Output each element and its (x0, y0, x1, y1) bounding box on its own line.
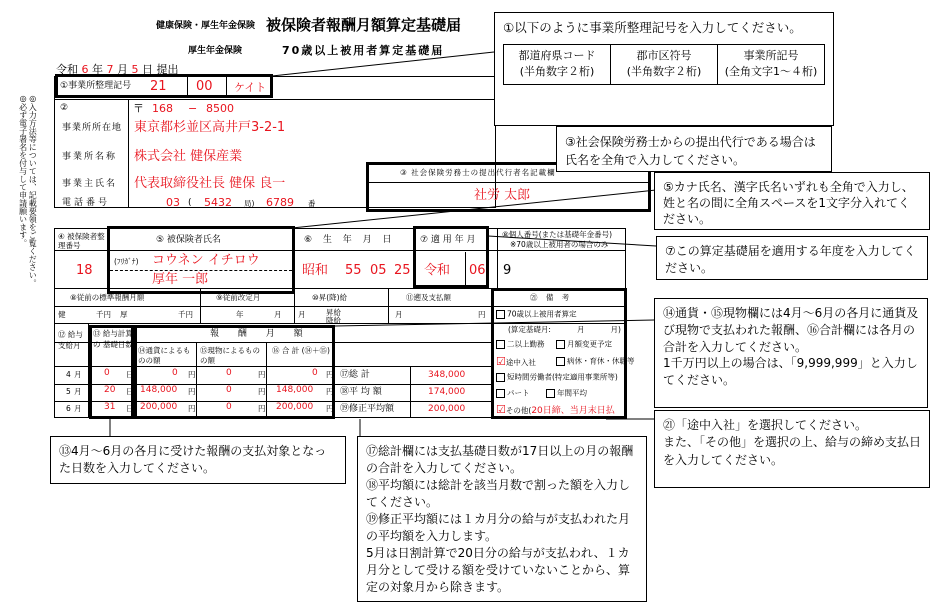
ken-label: 健 (58, 310, 66, 319)
cash-unit: 円 (188, 370, 196, 379)
office-code-format-table (503, 44, 825, 85)
cash-value[interactable]: 200,000 (140, 402, 178, 412)
connector-line (488, 236, 656, 246)
date-year-unit: 年 (92, 63, 103, 76)
days-value[interactable]: 20 (104, 385, 116, 395)
date-month-unit: 月 (117, 63, 128, 76)
remark-multi-label: 二以上勤務 (507, 339, 545, 349)
note-pay (654, 298, 928, 408)
postal-mark: 〒 (133, 102, 144, 115)
col-retro: ⑪遡及支払額 (406, 293, 451, 302)
note-sharoshi (556, 126, 832, 172)
days-value[interactable]: 31 (104, 402, 116, 412)
furigana-label: (ﾌﾘｶﾞﾅ) (114, 257, 139, 266)
total-unit: 円 (326, 370, 334, 379)
checked-icon: ☑ (496, 355, 506, 368)
sharoshi-label: ③ 社会保険労務士の提出代行者名記載欄 (400, 168, 556, 177)
total-value[interactable]: 148,000 (276, 385, 314, 395)
days-unit: 日 (126, 404, 134, 413)
mavg-label: ⑲修正平均額 (340, 404, 395, 414)
format-cell-title: 郡市区符号 (636, 48, 692, 62)
remark-other-label: その他( (505, 406, 532, 415)
days-value[interactable]: 0 (104, 368, 110, 378)
month-label: 4 (66, 370, 71, 379)
format-cell (610, 45, 717, 84)
format-cell (504, 45, 610, 84)
gatsu-label-3: 月 (395, 310, 403, 319)
postal-1[interactable]: 168 (152, 102, 173, 115)
month-unit: 月 (74, 387, 82, 396)
avg-label: ⑱平 均 額 (340, 387, 382, 397)
note-sharoshi-text: ③社会保険労務士からの提出代行である場合は氏名を全角で入力してください。 (565, 135, 816, 167)
note-sum-text: ⑰総計欄には支払基礎日数が17日以上の月の報酬の合計を入力してください。 (366, 444, 634, 476)
remark-other-value[interactable]: 20日締、当月末日払 (531, 406, 615, 416)
apply-month[interactable]: 9 (503, 263, 512, 278)
remark-annual-label: 年間平均 (557, 388, 587, 398)
date-era: 令和 (56, 63, 78, 76)
owner-value[interactable]: 代表取締役社長 健保 良一 (134, 176, 286, 191)
connector-line (292, 190, 656, 228)
address-value[interactable]: 東京都杉並区高井戸3-2-1 (134, 120, 286, 135)
phone-3[interactable]: 6789 (266, 196, 294, 209)
furigana-value[interactable]: コウネン イチロウ (152, 253, 260, 268)
phone-2[interactable]: 5432 (204, 196, 232, 209)
days-unit: 日 (126, 387, 134, 396)
sharoshi-name[interactable]: 社労 太郎 (474, 188, 531, 203)
days-unit: 日 (126, 370, 134, 379)
total-unit: 円 (326, 387, 334, 396)
remark-part-label: パート (507, 388, 530, 398)
format-cell (717, 45, 824, 84)
office-name-label: 事業所名称 (62, 152, 118, 162)
office-code-3[interactable]: ケイト (234, 81, 267, 94)
remark-midjoin-label: 途中入社 (505, 358, 536, 367)
remark-base-m1: 月 (576, 325, 585, 334)
note-name (654, 172, 930, 230)
sum-label: ⑰総 計 (340, 370, 370, 380)
phone-paren: ( (188, 198, 192, 208)
total-unit: 円 (326, 404, 334, 413)
note-remarks-text-2: また、「その他」を選択の上、給与の締め支払日を入力してください。 (663, 435, 922, 467)
remark-change-label: 月額変更予定 (567, 339, 612, 349)
cash-unit: 円 (188, 387, 196, 396)
birth-year[interactable]: 55 (345, 263, 362, 278)
note-pay-text: ⑭通貨・⑮現物欄には4月〜6月の各月に通貨及び現物で支払われた報酬、⑯合計欄には各月の合計を入力してください。 (663, 306, 919, 354)
kind-label: ⑮現物によるものの額 (200, 346, 260, 365)
sum-value[interactable]: 348,000 (428, 370, 466, 380)
col-personal: ⑧個人番号(または基礎年金番号) (502, 230, 613, 239)
date-month: 7 (106, 63, 114, 76)
format-cell-sub: (半角数字２桁) (626, 65, 702, 79)
birth-month[interactable]: 05 (370, 263, 387, 278)
pay-month-label: ⑫ 給与 支給月 (58, 330, 83, 351)
insured-no[interactable]: 18 (76, 263, 93, 278)
date-day-unit: 日 提出 (142, 63, 179, 76)
side-note: ◎入力方法等については、記載要領をご覧ください。 ◎必ず電子署名を付与して申請願います。 (18, 94, 38, 287)
gatsu-label-2: 月 (298, 310, 306, 319)
note-office-code (494, 12, 834, 126)
remark-leave-label: 病休・育休・休職等 (567, 356, 635, 366)
avg-value[interactable]: 174,000 (428, 387, 466, 397)
month-unit: 月 (74, 404, 82, 413)
gatsu-label: 月 (274, 310, 282, 319)
remark-70-label: 70歳以上被用者算定 (507, 309, 577, 319)
note-days (50, 436, 346, 484)
sen-yen: 千円 (96, 310, 111, 319)
phone-kyoku: 局) (244, 199, 255, 208)
kind-unit: 円 (258, 404, 266, 413)
col-raise: ⑩昇(降)給 (312, 293, 348, 302)
date-year: 6 (81, 63, 89, 76)
note-average (357, 436, 647, 602)
form-subtitle: 70歳以上被用者算定基礎届 (282, 44, 445, 57)
total-value[interactable]: 0 (312, 368, 318, 378)
nen-label: 年 (236, 310, 244, 319)
postal-dash: − (188, 102, 198, 115)
col-remarks: ㉑ 備 考 (530, 293, 573, 302)
date-day: 5 (131, 63, 139, 76)
office-code-2[interactable]: 00 (196, 79, 213, 94)
office-name-value[interactable]: 株式会社 健保産業 (134, 149, 243, 164)
cash-unit: 円 (188, 404, 196, 413)
note-remarks (654, 410, 930, 488)
kanji-name-value[interactable]: 厚年 一郎 (152, 272, 209, 287)
note-avg-text: ⑱平均額には総計を該当月数で割った額を入力してください。 (366, 478, 631, 510)
kou-label: 厚 (120, 310, 128, 319)
note-pay-limit: 1千万円以上の場合は、「9,999,999」と入力してください。 (663, 356, 918, 388)
remark-base-label: (算定基礎月: (508, 325, 551, 334)
office-code-label: ①事業所整理記号 (60, 81, 132, 91)
mavg-value[interactable]: 200,000 (428, 404, 466, 414)
apply-year[interactable]: 06 (469, 263, 486, 278)
col-std: ⑧従前の標準報酬月額 (70, 293, 145, 302)
month-unit: 月 (74, 370, 82, 379)
shoukyu-label: 昇給 (326, 308, 341, 317)
note-name-text: ⑤カナ氏名、漢字氏名いずれも全角で入力し、姓と名の間に全角スペースを1文字分入れてください。 (663, 180, 914, 227)
col-birth: ⑥ 生 年 月 日 (304, 235, 396, 245)
note-remarks-text-1: ㉑「途中入社」を選択してください。 (663, 418, 868, 432)
phone-ban: 番 (308, 199, 316, 208)
format-cell-sub: (半角数字２桁) (519, 65, 595, 79)
kyu-label: 降給 (326, 316, 341, 325)
kind-unit: 円 (258, 370, 266, 379)
cash-value[interactable]: 148,000 (140, 385, 178, 395)
kind-value[interactable]: 0 (226, 385, 232, 395)
address-label: 事業所所在地 (62, 123, 123, 133)
apply-era[interactable]: 令和 (424, 263, 451, 278)
form-title: 被保険者報酬月額算定基礎届 (266, 16, 462, 34)
pay-header: 報 酬 月 額 (210, 329, 311, 339)
kind-value[interactable]: 0 (226, 368, 232, 378)
format-cell-title: 都道府県コード (518, 48, 596, 62)
cash-label: ⑭通貨によるものの額 (138, 346, 191, 365)
postal-2[interactable]: 8500 (206, 102, 234, 115)
total-label: ⑯ 合 計 (⑭＋⑮) (271, 346, 330, 355)
note-days-text: ⑬4月〜6月の各月に受けた報酬の支払対象となった日数を入力してください。 (59, 444, 327, 476)
note-may-text: 5月は日割計算で20日分の給与が支払われ、１カ月分として受ける額を受けていないことから、算定の対象月から除きます。 (366, 546, 631, 595)
cash-value[interactable]: 0 (172, 368, 178, 378)
owner-label: 事業主氏名 (62, 179, 118, 189)
note-apply-text: ⑦この算定基礎届を適用する年度を入力してください。 (665, 244, 916, 275)
days-label: ⑬ 給与計算の 基礎日数 (93, 329, 133, 349)
birth-day[interactable]: 25 (394, 263, 411, 278)
col-personal-note: ※70歳以上被用者の場合のみ (510, 240, 609, 249)
checked-icon: ☑ (496, 403, 506, 416)
yen-label: 円 (478, 310, 486, 319)
col-apply: ⑦ 適 用 年 月 (420, 235, 476, 245)
phone-1[interactable]: 03 (166, 196, 180, 209)
kind-unit: 円 (258, 387, 266, 396)
format-cell-title: 事業所記号 (743, 48, 799, 62)
col-name: ⑤ 被保険者氏名 (156, 235, 221, 245)
note-apply (656, 236, 928, 280)
remark-base-m2: 月) (610, 325, 621, 334)
month-label: 6 (66, 404, 71, 413)
note-office-code-title: ①以下のように事業所整理記号を入力してください。 (503, 20, 802, 35)
col-rev: ⑨従前改定月 (216, 293, 261, 302)
note-mavg-text: ⑲修正平均額には１カ月分の給与が支払われた月の平均額を入力します。 (366, 512, 631, 544)
office-num2: ② (60, 103, 69, 113)
total-value[interactable]: 200,000 (276, 402, 314, 412)
office-code-1[interactable]: 21 (150, 79, 167, 94)
connector-line (335, 320, 654, 326)
col-insured-no: ④ 被保険者整理番号 (58, 232, 105, 250)
phone-label: 電話番号 (62, 198, 111, 208)
remark-short-label: 短時間労働者(特定適用事業所等) (507, 372, 618, 382)
connector-line (272, 52, 494, 76)
birth-era[interactable]: 昭和 (302, 263, 329, 278)
sen-yen-2: 千円 (178, 310, 193, 319)
kind-value[interactable]: 0 (226, 402, 232, 412)
format-cell-sub: (全角文字1〜４桁) (724, 65, 818, 79)
insurance-type: 健康保険・厚生年金保険 (156, 21, 256, 31)
pension-sub: 厚生年金保険 (188, 46, 243, 56)
month-label: 5 (66, 387, 71, 396)
